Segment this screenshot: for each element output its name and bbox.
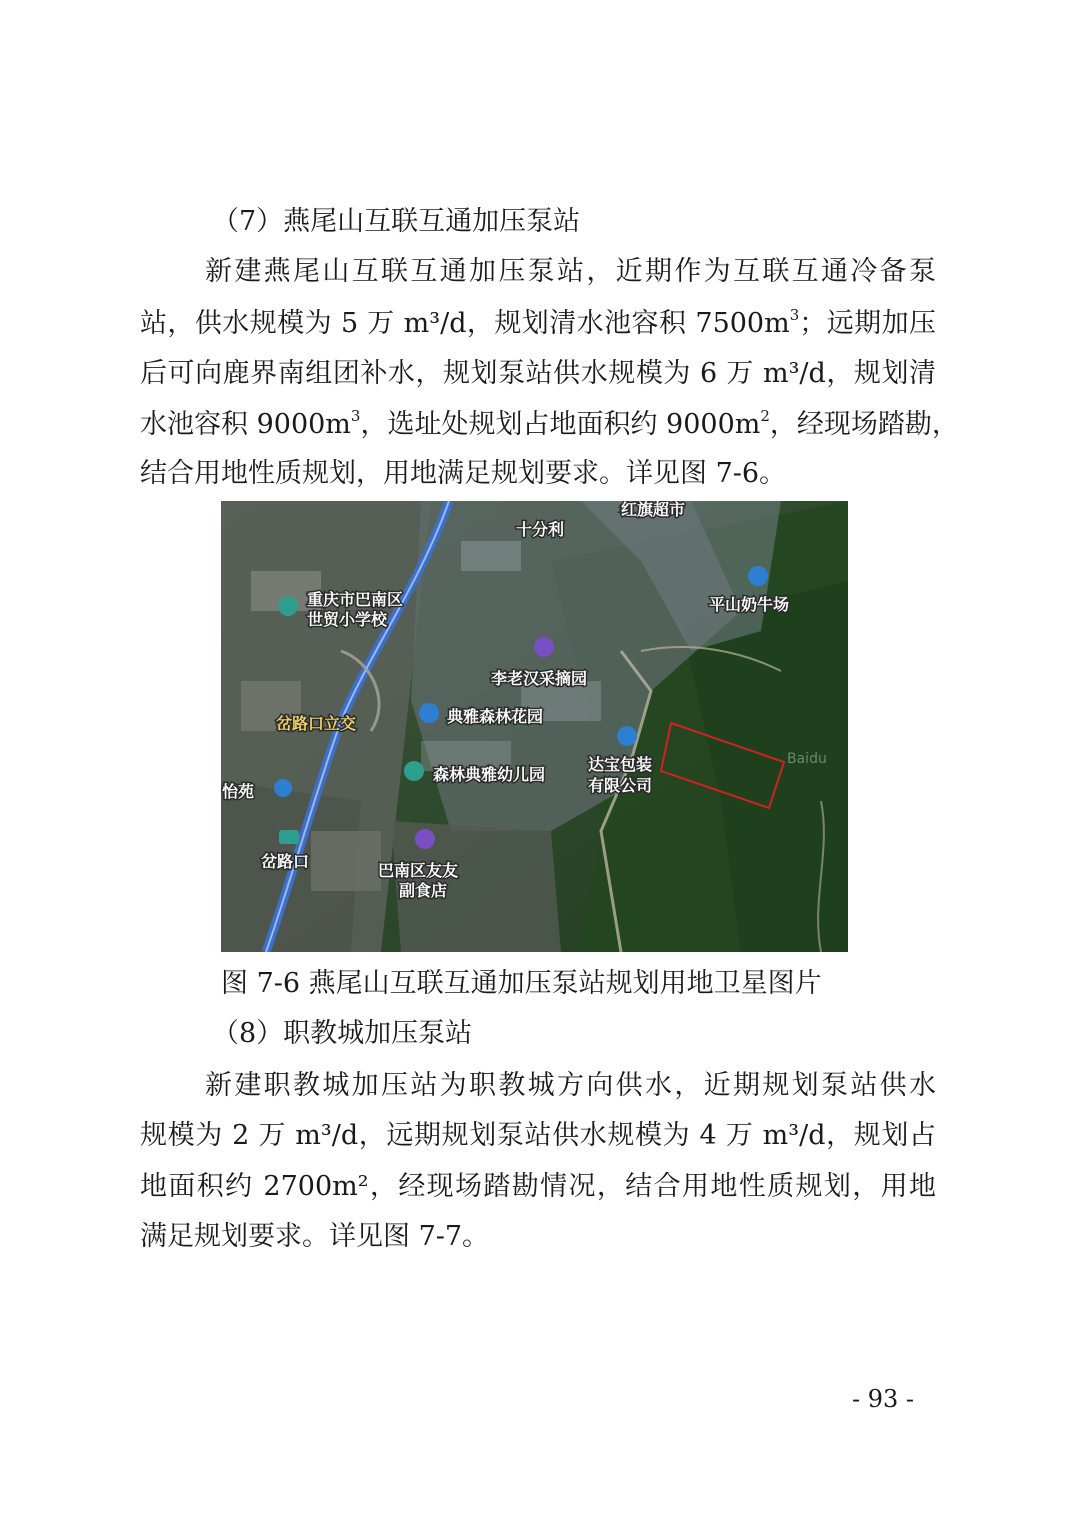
map-label: 平山奶牛场 [709,595,790,614]
map-label: 李老汉采摘园 [491,669,588,688]
paragraph-line: 站，供水规模为 5 万 m³/d，规划清水池容积 $7500m^3$；远期加压 [140,306,936,339]
map-label: 典雅森林花园 [447,707,544,726]
map-label: 重庆市巴南区 [307,590,404,609]
paragraph-line: 新建燕尾山互联互通加压泵站，近期作为互联互通冷备泵 [205,256,936,287]
section-8-heading: （8）职教城加压泵站 [212,1018,473,1049]
paragraph-line: 后可向鹿界南组团补水，规划泵站供水规模为 6 万 m³/d，规划清 [140,358,936,389]
map-label: 红旗超市 [621,501,686,519]
paragraph-line: 满足规划要求。详见图 7-7。 [140,1221,490,1252]
paragraph-line: 新建职教城加压站为职教城方向供水，近期规划泵站供水 [205,1070,936,1101]
map-label: 世贸小学校 [307,610,388,629]
building-marker-icon [274,779,292,797]
map-label: 十分利 [516,520,565,539]
building-marker-icon [617,726,637,746]
section-7-heading: （7）燕尾山互联互通加压泵站 [212,206,581,237]
poi-marker-icon [534,637,554,657]
bus-stop-icon [279,830,299,844]
paragraph-line: 水池容积 $9000m^3$，选址处规划占地面积约 $9000m^2$，经现场踏勘， [140,407,959,440]
paragraph-line: 地面积约 2700m²，经现场踏勘情况，结合用地性质规划，用地 [140,1171,936,1202]
map-watermark: Baidu [787,751,827,767]
paragraph-line: 结合用地性质规划，用地满足规划要求。详见图 7-6。 [140,458,787,489]
map-label: 有限公司 [588,776,653,795]
map-label: 副食店 [399,881,448,900]
satellite-map-image [221,501,848,952]
school-marker-icon [404,761,424,781]
paragraph-line: 规模为 2 万 m³/d，远期规划泵站供水规模为 4 万 m³/d，规划占 [140,1120,936,1151]
map-label: 怡苑 [222,782,255,801]
shop-marker-icon [415,829,435,849]
figure-caption: 图 7-6 燕尾山互联互通加压泵站规划用地卫星图片 [221,968,822,999]
map-label: 岔路口立交 [276,714,357,733]
page-number: - 93 - [852,1385,915,1413]
building-marker-icon [748,566,768,586]
map-label: 达宝包装 [588,755,653,774]
map-label: 巴南区友友 [378,861,459,880]
map-label: 森林典雅幼儿园 [433,765,546,784]
building-marker-icon [419,703,439,723]
map-label: 岔路口 [261,852,310,871]
school-marker-icon [278,596,298,616]
